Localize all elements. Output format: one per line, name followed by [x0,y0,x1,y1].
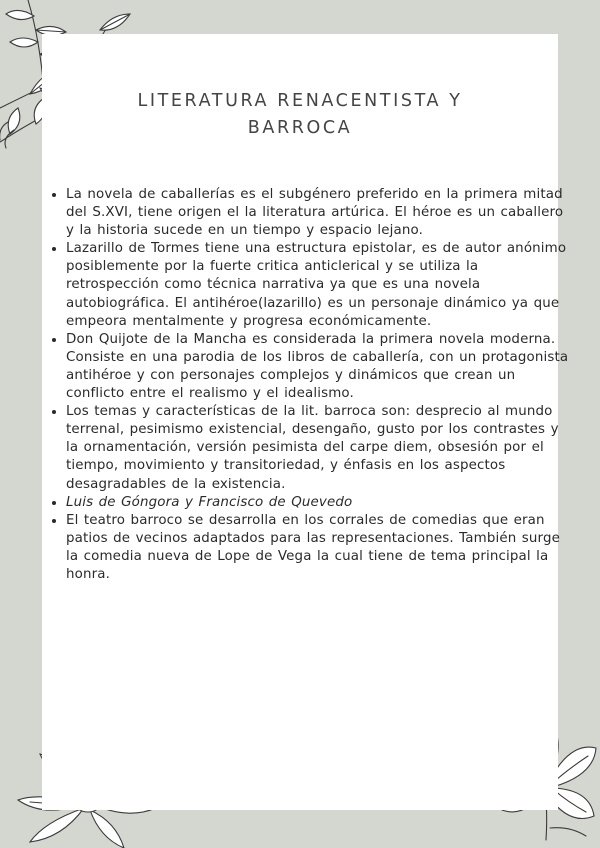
list-item: • Los temas y características de la lit. barroca son: desprecio al mundo terrenal, pesimismo existencial, desengaño, gusto por los contrastes y la ornamentación, versión pesimista del carpe diem, obsesión por el tiempo, movimiento y transitoriedad, y énfasis en los aspectos desagradables de la existencia. [66,403,572,493]
title-line-2: BARROCA [247,117,353,138]
list-item: • El teatro barroco se desarrolla en los corrales de comedias que eran patios de vecinos adaptados para las representaciones. También surge la comedia nueva de Lope de Vega la cual tiene de tema principal la honra. [66,512,572,584]
list-item: • Don Quijote de la Mancha es considerada la primera novela moderna. Consiste en una parodia de los libros de caballería, con un protagonista antihéroe y con personajes complejos y dinámicos que crean un conflicto entre el realismo y el idealismo. [66,331,572,403]
bullet-list [50,186,572,584]
list-item: • Lazarillo de Tormes tiene una estructura epistolar, es de autor anónimo posiblemente por la fuerte critica anticlerical y se utiliza la retrospección como técnica narrativa ya que es una novela autobiográfica. El antihéroe(lazarillo) es un personaje dinámico ya que empeora mentalmente y progresa económicamente. [66,240,572,330]
list-item: • La novela de caballerías es el subgénero preferido en la primera mitad del S.XVI, tiene origen el la literatura artúrica. El héroe es un caballero y la historia sucede en un tiempo y espacio lejano. [66,186,572,240]
list-item: • Luis de Góngora y Francisco de Quevedo [66,494,572,512]
document-page [42,34,569,810]
title-line-1: LITERATURA RENACENTISTA Y [137,90,463,111]
page-title [42,88,558,142]
